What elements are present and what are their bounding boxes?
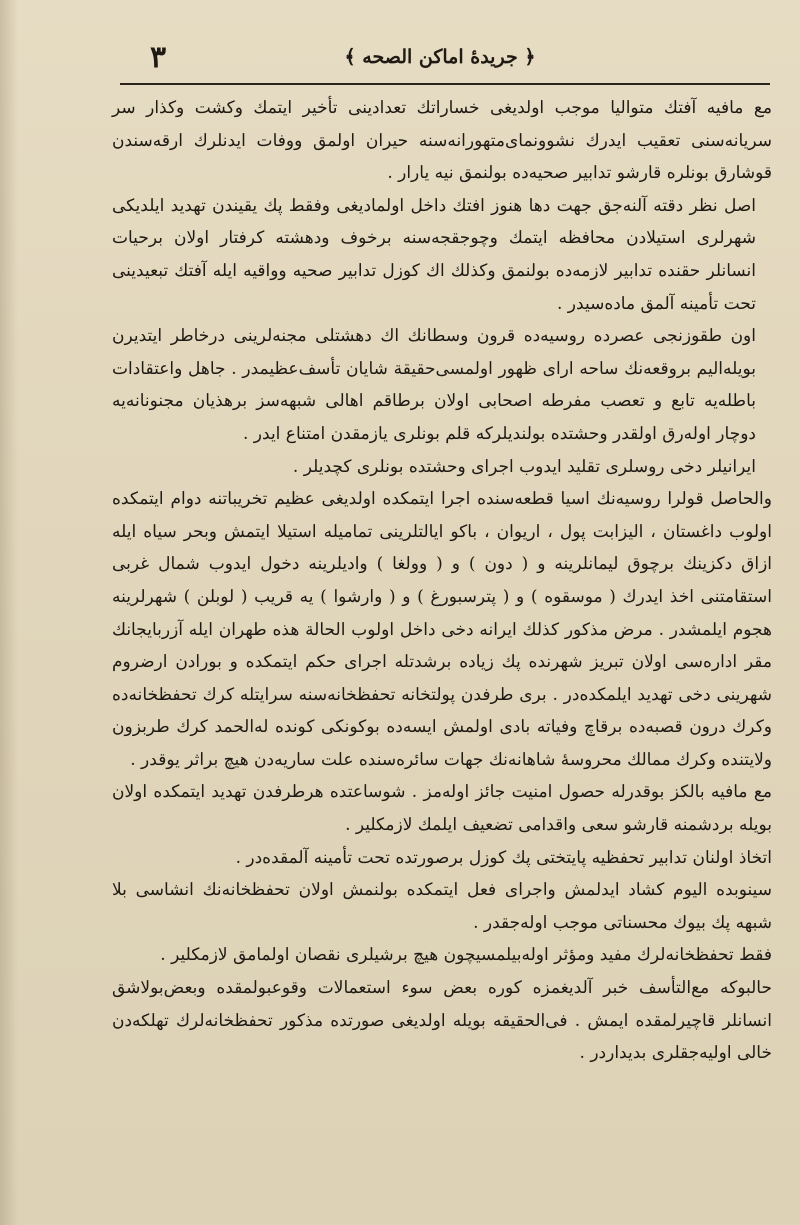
- paragraph: سينوبده اليوم كشاد ايدلمش واجراى فعل ايتمكده بولنمش اولان تحفظخانه‌نك انشاسى بلا شبهه پك بيوك محسناتى موجب اوله‌جقدر .: [112, 880, 772, 933]
- paragraph: ايرانيلر دخى روسلرى تقليد ايدوب اجراى وحشتده بونلرى كچديلر .: [292, 456, 756, 477]
- page-edge-shadow: [0, 0, 18, 1225]
- paragraph: والحاصل قولرا روسيه‌نك اسيا قطعه‌سنده اجرا ايتمكده اولديغى عظيم تخريباتنه دوام ايتمكده اولوب داغستان ، اليزابت پول ، اريوان ، باكو ايالتلرينى تماميله استيلا ايتمش وبحر سياه ايله ازاق دكزينك برچوق ليمانلرينه و ( دون ) و ( وولغا ) واديلرينه دخول ايدوب شمال غربى استقامتنى اخذ ايدرك ( موسقوه ) و ( پترسبورغ ) و ( وارشوا ) يه قريب ( لوبلن ) شهرلرينه هجوم ايلمشدر . مرض مذكور كذلك ايرانه دخى داخل اولوب الحالة هذه طهران ايله آزربايجانك مقر اداره‌سى اولان تبريز شهرنده پك زياده برشدتله اجراى حكم ايتمكده و بورادن ارضروم شهرينى دخى تهديد ايلمكده‌در . برى طرفدن پولتخانه تحفظخانه‌سنه سرايتله كرك تحفظخانه‌ده وكرك درون قصبه‌ده برقاچ وفياته بادى اولمش ايسه‌ده بوكونكى كونده له‌الحمد كرك طربزون ولايتنده وكرك ممالك محروسهٔ شاهانه‌نك جهات سائره‌سنده علت ساريه‌دن هيچ براثر يوقدر .: [112, 489, 772, 770]
- paragraph: اصل نظر دقته آلنه‌جق جهت دها هنوز افتك داخل اولماديغى وفقط پك يقيندن تهديد ايلديكى شهرلرى استيلادن محافظه ايتمك وچوجقجه‌سنه برخوف ودهشته كرفتار اولان برحيات انسانلر حقنده تدابير لازمه‌ده بولنمق وكذلك اك كوزل تدابير صحيه وواقيه ايله آفتك تبعيدينى تحت تأمينه آلمق ماده‌سيدر .: [112, 195, 756, 314]
- paragraph: حالبوكه مع‌التأسف خبر آلديغمزه كوره بعض سوء استعمالات وقوعبولمقده وبعض‌بولاشق انسانلر قاچيرلمقده ايمش . فى‌الحقيقه بويله اولديغى صورتده مذكور تحفظخانه‌لرك تهلكه‌دن خالى اوليه‌جقلرى بديداردر .: [112, 978, 772, 1064]
- page-header: [120, 40, 760, 82]
- paragraph: اتخاذ اولنان تدابير تحفظيه پايتختى پك كوزل برصورتده تحت تأمينه آلمقده‌در .: [235, 847, 772, 868]
- paragraph: مع مافيه بالكز بوقدرله حصول امنيت جائز اوله‌مز . شوساعتده هرطرفدن تهديد ايتمكده اولان بويله بردشمنه قارشو سعى واقدامى تضعيف ايلمك لازمكلير .: [112, 782, 772, 836]
- article-body: [112, 92, 772, 1070]
- paragraph: فقط تحفظخانه‌لرك مفيد ومؤثر اوله‌بيلمسيچون هيچ برشيلرى نقصان اولمامق لازمكلير .: [160, 945, 772, 966]
- running-title: ﴿ جريدهٔ اماكن الصحه ﴾: [344, 46, 536, 68]
- paragraph: اون طقوزنجى عصرده روسيه‌ده قرون وسطانك اك دهشتلى مجنه‌لرينى درخاطر ايتديرن بويله‌اليم بروقعه‌نك ساحه اراى ظهور اولمسى‌حقيقة شايان تأسف‌عظيمدر . جاهل واعتقادات باطله‌يه تابع و تعصب مفرطه اصحابى اولان برطاقم اهالى شبهه‌سز برهذيان مجنونانه‌يه دوچار اوله‌رق اولقدر وحشتده بولنديلركه قلم بونلرى يازمقدن امتناع ايدر .: [112, 326, 756, 444]
- paragraph: مع مافيه آفتك متواليا موجب اولديغى خساراتك تعدادينى تأخير ايتمك وكشت وكذار سر سريانه‌سنى تعقيب ايدرك نشوونماى‌متهورانه‌سنه حيران اولمق ووفات ايدنلرك ارقه‌سندن قوشارق بونلره قارشو تدابير صحيه‌ده بولنمق نيه يارار .: [112, 98, 772, 184]
- header-rule: [120, 83, 770, 85]
- page-number: ٣: [150, 40, 167, 75]
